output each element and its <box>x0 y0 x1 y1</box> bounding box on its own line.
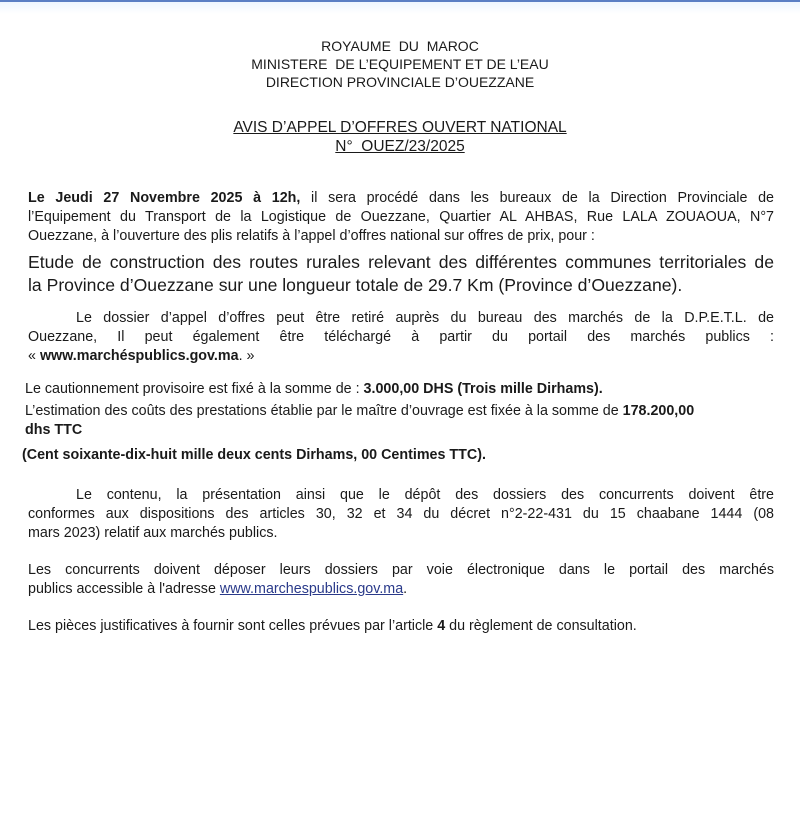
intro-text-3: Ouezzane, à l’ouverture des plis relatifs à l’appel d’offres national sur offres de prix, pour : <box>28 228 595 244</box>
depot-period: . <box>403 581 408 597</box>
title-reference: N° OUEZ/23/2025 <box>335 138 465 155</box>
header-ministry: MINISTERE DE L’EQUIPEMENT ET DE L’EAU <box>251 56 549 72</box>
object-line-1: Etude de construction des routes rurales relevant des différentes communes territoriales de <box>28 252 774 272</box>
dossier-paragraph <box>28 309 774 366</box>
estimation-text: L’estimation des coûts des prestations établie par le maître d’ouvrage est fixée à la somme de <box>25 403 623 419</box>
pieces-paragraph <box>28 617 774 636</box>
header-kingdom: ROYAUME DU MAROC <box>321 38 479 54</box>
opening-date: Le Jeudi 27 Novembre 2025 à 12h, <box>28 190 301 206</box>
estimation-paragraph <box>25 402 795 440</box>
dossier-line-2: Ouezzane, Il peut également être téléchargé à partir du portail des marchés publics : <box>28 329 774 345</box>
contenu-line-1: Le contenu, la présentation ainsi que le dépôt des dossiers des concurrents doivent être <box>76 487 774 503</box>
contenu-paragraph <box>28 486 774 543</box>
intro-text-2: l’Equipement du Transport de la Logistique de Ouezzane, Quartier AL AHBAS, Rue LALA ZOUAOUA, N°7 <box>28 209 774 225</box>
article-number: 4 <box>437 618 446 634</box>
depot-line-2: publics accessible à l'adresse <box>28 581 220 597</box>
pieces-text-end: du règlement de consultation. <box>445 618 637 634</box>
dossier-line-1: Le dossier d’appel d’offres peut être retiré auprès du bureau des marchés de la D.P.E.T.L. de <box>76 310 774 326</box>
tender-object <box>28 251 774 297</box>
caution-paragraph <box>25 380 771 399</box>
portal-link[interactable]: www.marchespublics.gov.ma <box>219 581 404 597</box>
quote-close: . » <box>238 348 255 364</box>
quote-open: « <box>28 348 40 364</box>
portal-url: www.marchéspublics.gov.ma <box>39 348 239 364</box>
object-line-2: la Province d’Ouezzane sur une longueur totale de 29.7 Km (Province d’Ouezzane). <box>28 275 683 295</box>
estimation-amount-words: (Cent soixante-dix-huit mille deux cents Dirhams, 00 Centimes TTC). <box>22 447 486 463</box>
notice-title <box>0 118 800 156</box>
estimation-currency: dhs TTC <box>25 422 83 438</box>
contenu-line-3: mars 2023) relatif aux marchés publics. <box>28 525 278 541</box>
pieces-text: Les pièces justificatives à fournir sont celles prévues par l’article <box>28 618 438 634</box>
header-direction: DIRECTION PROVINCIALE D’OUEZZANE <box>265 74 535 90</box>
depot-line-1: Les concurrents doivent déposer leurs dossiers par voie électronique dans le portail des marchés <box>28 562 774 578</box>
caution-text: Le cautionnement provisoire est fixé à la somme de : <box>25 381 364 397</box>
document-header <box>0 37 800 91</box>
top-fade <box>0 2 800 14</box>
title-line-1: AVIS D’APPEL D’OFFRES OUVERT NATIONAL <box>233 119 567 136</box>
contenu-line-2: conformes aux dispositions des articles 30, 32 et 34 du décret n°2-22-431 du 15 chaabane 1444 (08 <box>28 506 774 522</box>
intro-text-1: il sera procédé dans les bureaux de la Direction Provinciale de <box>300 190 774 206</box>
estimation-words <box>22 446 768 465</box>
depot-paragraph <box>28 561 774 599</box>
caution-amount: 3.000,00 DHS (Trois mille Dirhams). <box>363 381 603 397</box>
estimation-amount: 178.200,00 <box>622 403 695 419</box>
intro-paragraph <box>28 189 774 246</box>
